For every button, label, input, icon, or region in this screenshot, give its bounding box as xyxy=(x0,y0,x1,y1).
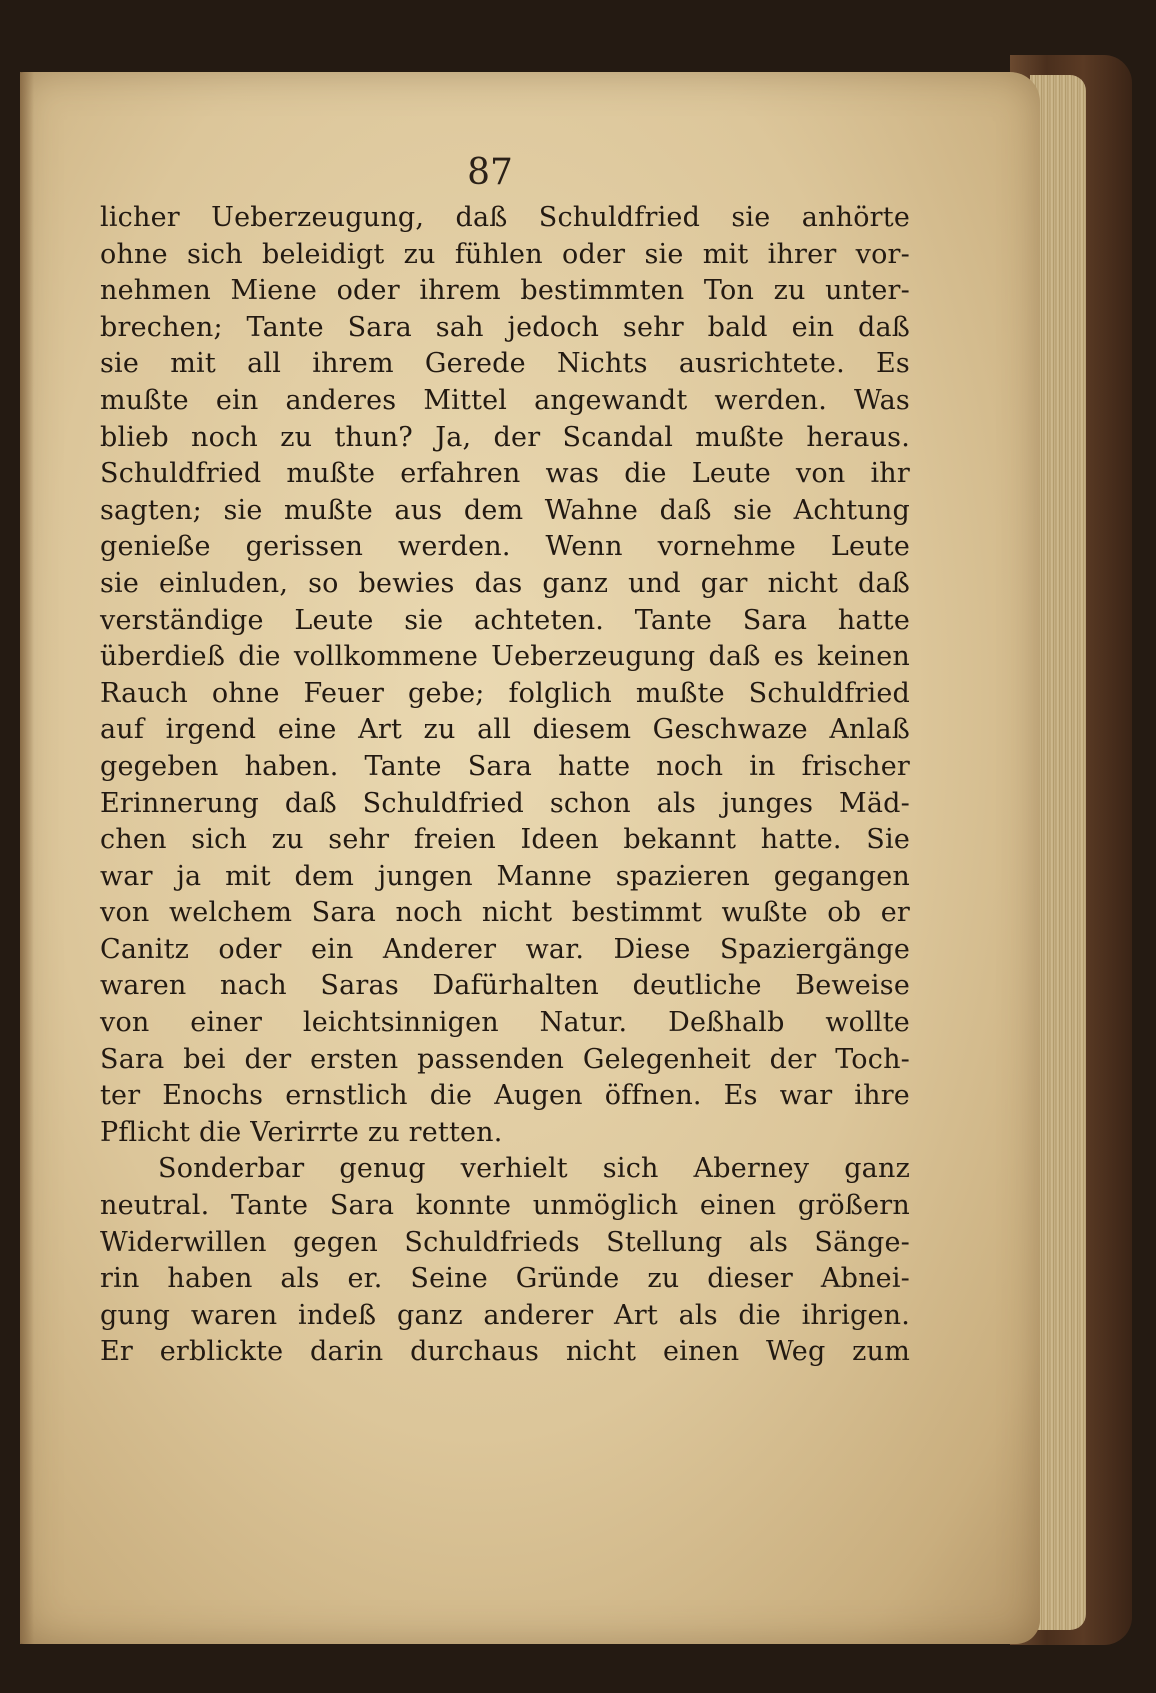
text-line: sie mit all ihrem Gerede Nichts ausrichtete. Es xyxy=(100,348,910,380)
text-line: Canitz oder ein Anderer war. Diese Spaziergänge xyxy=(100,933,910,965)
text-line: waren nach Saras Dafürhalten deutliche Beweise xyxy=(100,970,910,1002)
text-line: sagten; sie mußte aus dem Wahne daß sie Achtung xyxy=(100,494,910,526)
text-line: gegeben haben. Tante Sara hatte noch in frischer xyxy=(100,750,910,782)
text-line: von welchem Sara noch nicht bestimmt wußte ob er xyxy=(100,897,910,929)
text-line: von einer leichtsinnigen Natur. Deßhalb wollte xyxy=(100,1007,910,1039)
text-line: auf irgend eine Art zu all diesem Geschwaze Anlaß xyxy=(100,714,910,746)
text-line: brechen; Tante Sara sah jedoch sehr bald ein daß xyxy=(100,311,910,343)
text-line: Rauch ohne Feuer gebe; folglich mußte Schuldfried xyxy=(100,677,910,709)
text-line-paragraph-start: Sonderbar genug verhielt sich Aberney ganz xyxy=(158,1153,910,1185)
text-line: überdieß die vollkommene Ueberzeugung daß es keinen xyxy=(100,641,910,673)
text-line: Erinnerung daß Schuldfried schon als junges Mäd- xyxy=(100,787,910,819)
text-line-paragraph-end: Pflicht die Verirrte zu retten. xyxy=(100,1116,503,1148)
text-line: blieb noch zu thun? Ja, der Scandal mußte heraus. xyxy=(100,421,910,453)
text-line: ter Enochs ernstlich die Augen öffnen. Es war ihre xyxy=(100,1080,910,1112)
body-text xyxy=(100,200,910,1371)
text-line: chen sich zu sehr freien Ideen bekannt hatte. Sie xyxy=(100,824,910,856)
text-line: genieße gerissen werden. Wenn vornehme Leute xyxy=(100,531,910,563)
text-line: ohne sich beleidigt zu fühlen oder sie mit ihrer vor- xyxy=(100,238,910,270)
text-line: sie einluden, so bewies das ganz und gar nicht daß xyxy=(100,567,910,599)
text-line: Er erblickte darin durchaus nicht einen Weg zum xyxy=(100,1336,910,1368)
text-line: neutral. Tante Sara konnte unmöglich einen größern xyxy=(100,1190,910,1222)
text-line: mußte ein anderes Mittel angewandt werden. Was xyxy=(100,384,910,416)
text-line: Widerwillen gegen Schuldfrieds Stellung als Sänge- xyxy=(100,1226,910,1258)
text-line: Sara bei der ersten passenden Gelegenheit der Toch- xyxy=(100,1043,910,1075)
text-line: verständige Leute sie achteten. Tante Sara hatte xyxy=(100,604,910,636)
text-line: gung waren indeß ganz anderer Art als die ihrigen. xyxy=(100,1299,910,1331)
text-line: licher Ueberzeugung, daß Schuldfried sie anhörte xyxy=(100,202,910,233)
page-gutter-shadow xyxy=(20,72,34,1644)
text-line: nehmen Miene oder ihrem bestimmten Ton zu unter- xyxy=(100,275,910,307)
text-line: rin haben als er. Seine Gründe zu dieser Abnei- xyxy=(100,1263,910,1295)
text-line: war ja mit dem jungen Manne spazieren gegangen xyxy=(100,860,910,892)
text-line: Schuldfried mußte erfahren was die Leute von ihr xyxy=(100,458,910,490)
page-number: 87 xyxy=(467,152,513,193)
